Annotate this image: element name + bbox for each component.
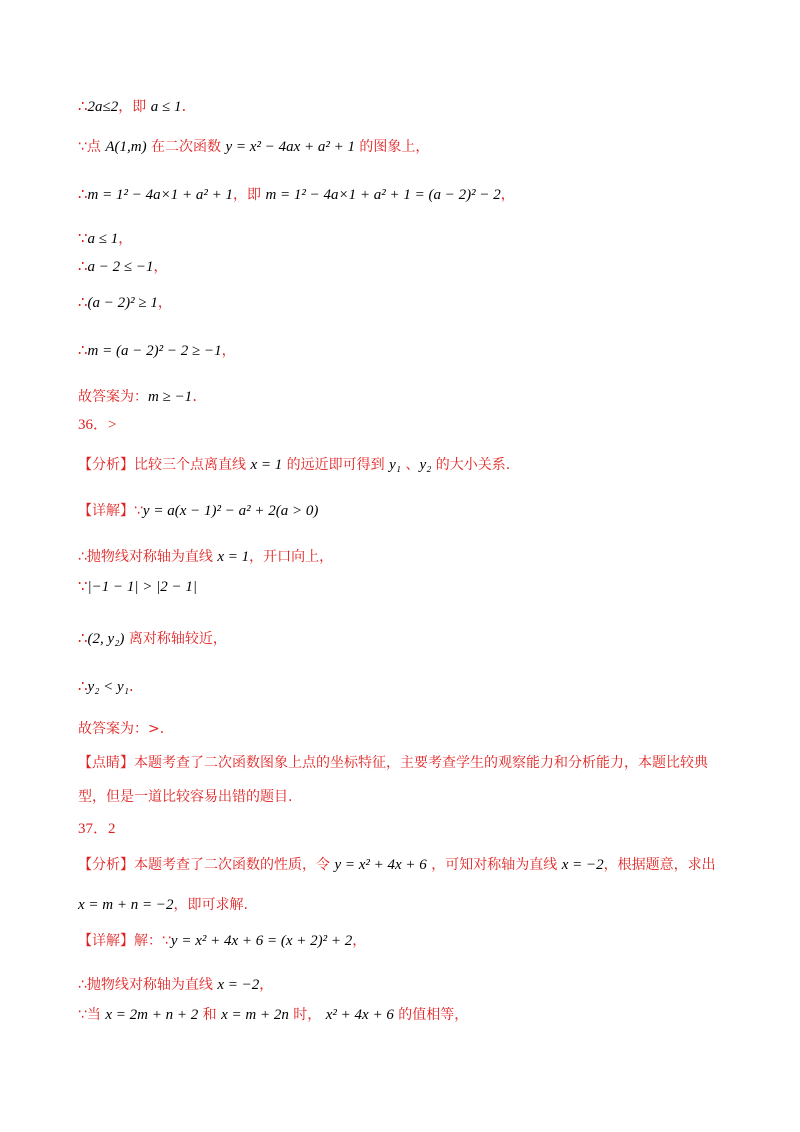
line-1: ∴2a≤2，即 a ≤ 1.	[78, 97, 187, 115]
line-4: ∵a ≤ 1，	[78, 229, 133, 247]
line-22: 【详解】解：∵y = x² + 4x + 6 = (x + 2)² + 2，	[78, 933, 367, 949]
line-7: ∴m = (a − 2)² − 2 ≥ −1，	[78, 341, 236, 359]
line-8: 故答案为：m ≥ −1.	[78, 387, 197, 405]
line-13: ∵|−1 − 1| > |2 − 1|	[78, 577, 198, 595]
line-23: ∴抛物线对称轴为直线 x = −2，	[78, 977, 274, 993]
line-11: 【详解】∵y = a(x − 1)² − a² + 2(a > 0)	[78, 503, 319, 519]
line-16: 故答案为：>.	[78, 721, 165, 737]
line-5: ∴a − 2 ≤ −1，	[78, 257, 168, 275]
line-15: ∴y₂ < y₁.	[78, 677, 134, 695]
line-3: ∴m = 1² − 4a×1 + a² + 1，即 m = 1² − 4a×1 + a² + 1 = (a − 2)² − 2，	[78, 185, 515, 203]
line-18: 型，但是一道比较容易出错的题目.	[78, 789, 293, 805]
line-6: ∴(a − 2)² ≥ 1，	[78, 293, 172, 311]
line-21: x = m + n = −2，即可求解.	[78, 897, 248, 913]
line-9: 36．>	[78, 417, 117, 433]
line-19: 37．2	[78, 821, 116, 837]
line-12: ∴抛物线对称轴为直线 x = 1，开口向上，	[78, 549, 334, 565]
line-17: 【点睛】本题考查了二次函数图象上点的坐标特征，主要考查学生的观察能力和分析能力，本题比较典	[78, 755, 708, 771]
line-20: 【分析】本题考查了二次函数的性质，令 y = x² + 4x + 6 ，可知对称轴为直线 x = −2，根据题意，求出	[78, 857, 716, 873]
line-2: ∵点 A(1,m) 在二次函数 y = x² − 4ax + a² + 1 的图象上，	[78, 139, 430, 155]
line-24: ∵当 x = 2m + n + 2 和 x = m + 2n 时， x² + 4x + 6 的值相等，	[78, 1007, 469, 1023]
line-10: 【分析】比较三个点离直线 x = 1 的远近即可得到 y₁ 、y₂ 的大小关系.	[78, 457, 511, 473]
line-14: ∴(2, y₂) 离对称轴较近，	[78, 629, 227, 647]
